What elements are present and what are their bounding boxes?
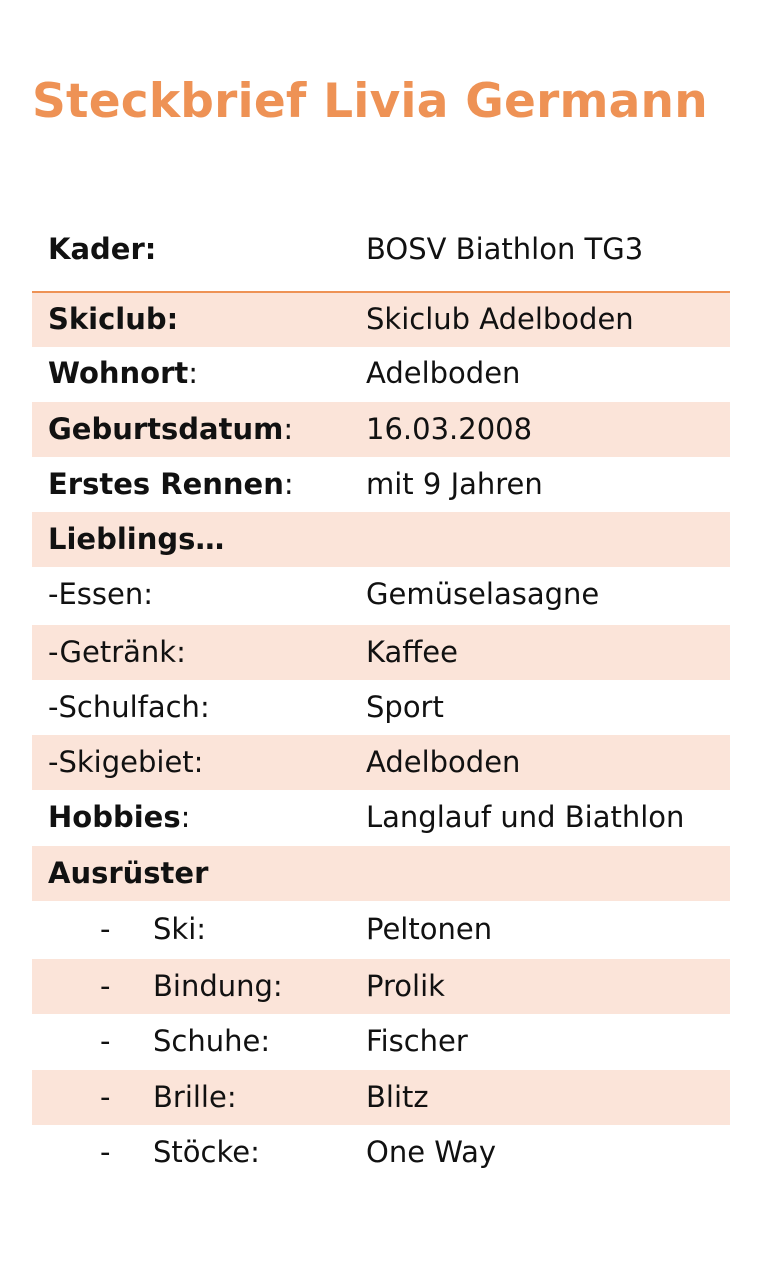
row-value: Langlauf und Biathlon <box>366 800 685 834</box>
table-row-schuhe <box>32 1014 730 1069</box>
row-value: Adelboden <box>366 356 521 390</box>
row-value: 16.03.2008 <box>366 412 533 446</box>
list-dash: - <box>100 969 111 1003</box>
row-value: BOSV Biathlon TG3 <box>366 232 644 266</box>
page-title: Steckbrief Livia Germann <box>32 74 708 129</box>
table-row-erstes-rennen <box>32 457 730 512</box>
row-label: Ausrüster <box>48 856 209 890</box>
row-label: Wohnort: <box>48 356 199 390</box>
row-label: -Getränk: <box>48 635 186 669</box>
table-row-hobbies <box>32 790 730 845</box>
table-row-lieblings-header <box>32 512 730 567</box>
row-label: Kader: <box>48 232 157 266</box>
row-label: Skiclub: <box>48 302 179 336</box>
table-row-kader <box>32 222 730 277</box>
table-row-skiclub <box>32 291 730 347</box>
table-row-ausruester-header <box>32 846 730 901</box>
list-dash: - <box>100 1135 111 1169</box>
row-label: -Skigebiet: <box>48 745 204 779</box>
table-row-bindung <box>32 959 730 1014</box>
list-dash: - <box>100 1024 111 1058</box>
table-row-skigebiet <box>32 735 730 790</box>
row-label: Geburtsdatum: <box>48 412 294 446</box>
row-value: Peltonen <box>366 912 493 946</box>
row-label: Bindung: <box>153 969 283 1003</box>
table-row-stoecke <box>32 1125 730 1180</box>
row-label: Hobbies: <box>48 800 191 834</box>
list-dash: - <box>100 912 111 946</box>
row-value: Gemüselasagne <box>366 577 600 611</box>
table-row-geburtsdatum <box>32 402 730 457</box>
row-value: Adelboden <box>366 745 521 779</box>
row-value: Kaffee <box>366 635 458 669</box>
table-row-getraenk <box>32 625 730 680</box>
row-value: Blitz <box>366 1080 429 1114</box>
row-label: Schuhe: <box>153 1024 271 1058</box>
row-value: Fischer <box>366 1024 468 1058</box>
row-value: One Way <box>366 1135 497 1169</box>
table-row-ski <box>32 902 730 957</box>
row-label: Ski: <box>153 912 207 946</box>
table-row-schulfach <box>32 680 730 735</box>
row-label: Erstes Rennen: <box>48 467 294 501</box>
table-row-wohnort <box>32 346 730 401</box>
row-value: mit 9 Jahren <box>366 467 543 501</box>
row-label: Lieblings… <box>48 522 225 556</box>
list-dash: - <box>100 1080 111 1114</box>
row-label: -Schulfach: <box>48 690 210 724</box>
table-row-essen <box>32 567 730 622</box>
row-label: -Essen: <box>48 577 153 611</box>
row-value: Prolik <box>366 969 445 1003</box>
table-row-brille <box>32 1070 730 1125</box>
row-value: Skiclub Adelboden <box>366 302 634 336</box>
row-value: Sport <box>366 690 444 724</box>
row-label: Stöcke: <box>153 1135 260 1169</box>
row-label: Brille: <box>153 1080 237 1114</box>
